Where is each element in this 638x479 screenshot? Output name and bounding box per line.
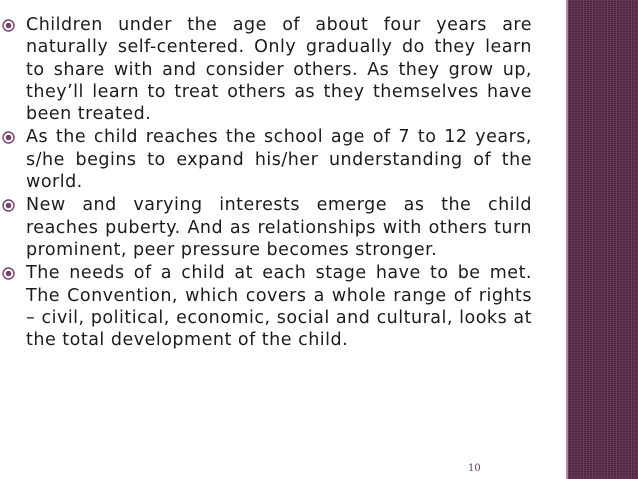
radio-bullet-icon	[2, 19, 15, 32]
bullet-item	[2, 262, 532, 351]
bullet-item	[2, 14, 532, 125]
bullet-list	[2, 14, 532, 352]
bullet-item	[2, 194, 532, 261]
radio-bullet-icon	[2, 131, 15, 144]
bullet-text: The needs of a child at each stage have to be met. The Convention, which covers a whole range of rights – civil, political, economic, social and cultural, looks at the total development of the child.	[26, 263, 532, 351]
radio-bullet-icon	[2, 199, 15, 212]
page-number: 10	[468, 463, 481, 474]
decorative-sidebar	[568, 0, 638, 479]
bullet-text: As the child reaches the school age of 7 to 12 years, s/he begins to expand his/her understanding of the world.	[26, 127, 532, 193]
radio-bullet-icon	[2, 267, 15, 280]
bullet-item	[2, 126, 532, 193]
bullet-text: Children under the age of about four years are naturally self-centered. Only gradually do they learn to share with and consider others. As they grow up, they’ll learn to treat others as they themselves have been treated.	[26, 15, 532, 125]
bullet-text: New and varying interests emerge as the child reaches puberty. And as relationships with others turn prominent, peer pressure becomes stronger.	[26, 195, 532, 260]
